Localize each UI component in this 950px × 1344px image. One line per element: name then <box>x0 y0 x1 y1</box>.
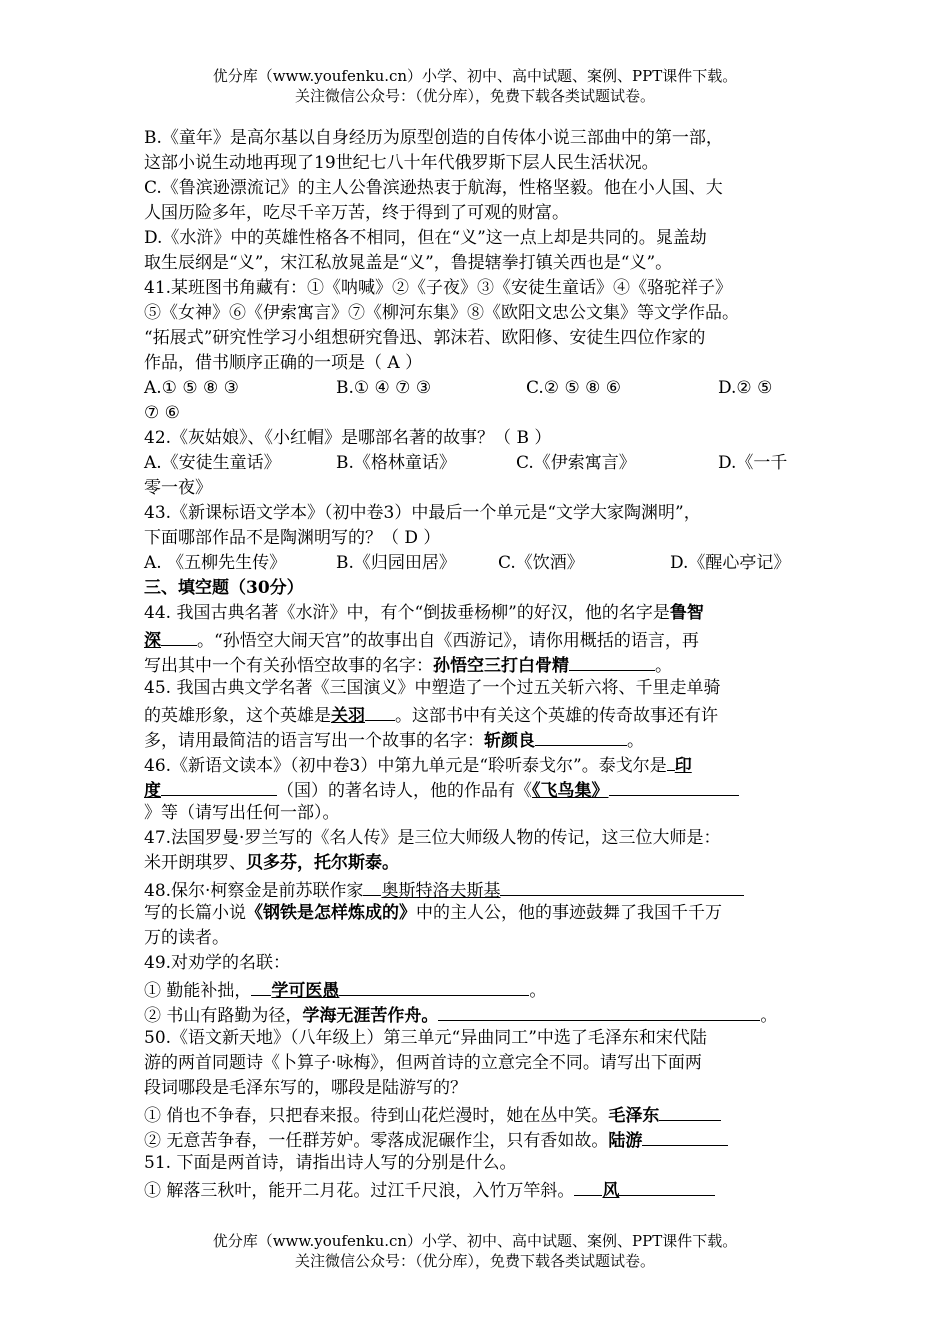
q42-option-d: D.《一千 <box>718 453 788 473</box>
q43-options <box>144 551 806 576</box>
q40-option-b-line1: B.《童年》是高尔基以自身经历为原型创造的自传体小说三部曲中的第一部， <box>144 128 723 148</box>
q41-option-d-cont: ⑦ ⑥ <box>144 403 180 423</box>
q49-text-a: ① 勤能补拙， <box>144 981 252 1001</box>
q46-answer1-part2: 度 <box>144 781 161 801</box>
q46-line2 <box>144 776 806 801</box>
q51-line1: 51. 下面是两首诗，请指出诗人写的分别是什么。 <box>144 1153 517 1173</box>
q46-line1 <box>144 751 806 776</box>
q49-blank-2 <box>438 1001 760 1021</box>
q46-text-a: 46.《新语文读本》（初中卷3）中第九单元是“聆听泰戈尔”。泰戈尔是 <box>144 756 667 776</box>
q49-answer2: 学海无涯苦作舟。 <box>302 1006 439 1026</box>
page-header <box>0 66 950 106</box>
q44-line3 <box>144 651 806 676</box>
q48-text-a: 48.保尔·柯察金是前苏联作家 <box>144 881 364 901</box>
q50-blank-2 <box>642 1126 728 1146</box>
q49-line3 <box>144 1001 806 1026</box>
q49-answer1: 学可医愚 <box>271 981 340 1001</box>
q42-option-a: A.《安徒生童话》 <box>144 453 281 473</box>
q44-answer1-part2: 深 <box>144 631 161 651</box>
q48-line3: 万的读者。 <box>144 928 229 948</box>
q46-answer1-part1: 印 <box>674 756 692 776</box>
q48-line2 <box>144 901 806 926</box>
q41-line2: ⑤《女神》⑥《伊索寓言》⑦《柳河东集》⑧《欧阳文忠公文集》等文学作品。 <box>144 303 739 323</box>
q46-answer2: 《飞鸟集》 <box>532 781 609 801</box>
q50-blank-1 <box>659 1101 721 1121</box>
q48-answer1: 奥斯特洛夫斯基 <box>381 881 501 901</box>
footer-line-1: 优分库（www.youfenku.cn）小学、初中、高中试题、案例、PPT课件下载。 <box>212 1232 738 1250</box>
q40-option-d-line1: D.《水浒》中的英雄性格各不相同，但在“义”这一点上却是共同的。晁盖劫 <box>144 228 707 248</box>
q40-option-b-line2: 这部小说生动地再现了19世纪七八十年代俄罗斯下层人民生活状况。 <box>144 153 659 173</box>
q41-line1: 41.某班图书角藏有：①《呐喊》②《子夜》③《安徒生童话》④《骆驼祥子》 <box>144 278 733 298</box>
q49-line2 <box>144 976 806 1001</box>
q41-line4: 作品，借书顺序正确的一项是（ A ） <box>144 353 423 373</box>
q50-line3: 段词哪段是毛泽东写的，哪段是陆游写的？ <box>144 1078 467 1098</box>
q42-option-b: B.《格林童话》 <box>336 453 456 473</box>
q50-answer2: 陆游 <box>608 1131 643 1151</box>
q44-answer2: 孙悟空三打白骨精 <box>433 656 569 676</box>
q50-answer1: 毛泽东 <box>608 1106 660 1126</box>
q45-text-a: 的英雄形象，这个英雄是 <box>144 706 331 726</box>
q51-line2 <box>144 1176 806 1201</box>
q50-text-b: ② 无意苦争春，一任群芳妒。零落成泥碾作尘，只有香如故。 <box>144 1131 609 1151</box>
q50-line4 <box>144 1101 806 1126</box>
q44-text-b: 。“孙悟空大闹天宫”的故事出自《西游记》，请你用概括的语言，再 <box>197 631 699 651</box>
q42-options <box>144 451 806 476</box>
q50-line1: 50.《语文新天地》（八年级上）第三单元“异曲同工”中选了毛泽东和宋代陆 <box>144 1028 707 1048</box>
q43-option-a: A. 《五柳先生传》 <box>144 553 287 573</box>
q50-line2: 游的两首同题诗《卜算子·咏梅》，但两首诗的立意完全不同。请写出下面两 <box>144 1053 702 1073</box>
header-line-1: 优分库（www.youfenku.cn）小学、初中、高中试题、案例、PPT课件下载。 <box>212 67 738 85</box>
q45-answer2: 斩颜良 <box>484 731 535 751</box>
q41-option-d: D.② ⑤ <box>718 378 773 398</box>
q45-text-c: 多，请用最简洁的语言写出一个故事的名字： <box>144 731 484 751</box>
q43-option-c: C.《饮酒》 <box>498 553 584 573</box>
q44-blank-2 <box>569 651 655 671</box>
header-line-2: 关注微信公众号：（优分库），免费下载各类试题试卷。 <box>294 87 655 105</box>
q44-line1 <box>144 601 806 626</box>
q45-blank-2 <box>535 726 627 746</box>
q48-text-c: 中的主人公，他的事迹鼓舞了我国千千万 <box>416 903 722 923</box>
q47-text-a: 米开朗琪罗、 <box>144 853 246 873</box>
q51-answer: 风 <box>602 1181 620 1201</box>
q45-line2 <box>144 701 806 726</box>
q44-text-c: 写出其中一个有关孙悟空故事的名字： <box>144 656 433 676</box>
q41-option-c: C.② ⑤ ⑧ ⑥ <box>526 378 621 398</box>
document-body <box>144 126 806 1201</box>
q47-answer: 贝多芬，托尔斯泰。 <box>246 853 399 873</box>
q44-line2 <box>144 626 806 651</box>
q49-line1: 49.对劝学的名联： <box>144 953 291 973</box>
q43-option-b: B.《归园田居》 <box>336 553 456 573</box>
q45-blank-1 <box>365 701 395 721</box>
q50-line5 <box>144 1126 806 1151</box>
q45-end: 。 <box>627 731 644 751</box>
q46-line3: 》等（请写出任何一部）。 <box>144 803 340 823</box>
q42-option-d-cont: 零一夜》 <box>144 478 212 498</box>
q43-option-d: D.《醒心亭记》 <box>670 553 791 573</box>
q46-text-b: （国）的著名诗人，他的作品有《 <box>277 781 532 801</box>
q47-line1: 47.法国罗曼·罗兰写的《名人传》是三位大师级人物的传记，这三位大师是： <box>144 828 721 848</box>
q45-line1: 45. 我国古典文学名著《三国演义》中塑造了一个过五关斩六将、千里走单骑 <box>144 678 721 698</box>
q44-end: 。 <box>655 656 672 676</box>
q43-line2: 下面哪部作品不是陶渊明写的？（ D ） <box>144 528 441 548</box>
q50-text-a: ① 俏也不争春，只把春来报。待到山花烂漫时，她在丛中笑。 <box>144 1106 609 1126</box>
q44-answer1-part1: 鲁智 <box>669 603 704 623</box>
page-footer <box>0 1231 950 1271</box>
q48-line1 <box>144 876 806 901</box>
q40-option-c-line2: 人国历险多年，吃尽千辛万苦，终于得到了可观的财富。 <box>144 203 569 223</box>
q41-option-a: A.① ⑤ ⑧ ③ <box>144 378 239 398</box>
q40-option-d-line2: 取生辰纲是“义”，宋江私放晁盖是“义”，鲁提辖拳打镇关西也是“义”。 <box>144 253 673 273</box>
q49-end1: 。 <box>529 981 547 1001</box>
q40-option-c-line1: C.《鲁滨逊漂流记》的主人公鲁滨逊热衷于航海，性格坚毅。他在小人国、大 <box>144 178 723 198</box>
q45-answer1: 关羽 <box>331 706 365 726</box>
q48-blank-1 <box>500 876 744 896</box>
q42-option-c: C.《伊索寓言》 <box>516 453 636 473</box>
q51-text-a: ① 解落三秋叶，能开二月花。过江千尺浪，入竹万竿斜。 <box>144 1181 575 1201</box>
q48-text-b: 写的长篇小说 <box>144 903 246 923</box>
q51-blank-1 <box>619 1176 715 1196</box>
q45-text-b: 。这部书中有关这个英雄的传奇故事还有许 <box>395 706 718 726</box>
q49-blank-1 <box>339 976 529 996</box>
footer-line-2: 关注微信公众号：（优分库），免费下载各类试题试卷。 <box>294 1252 655 1270</box>
q44-text-a: 44. 我国古典名著《水浒》中，有个“倒拔垂杨柳”的好汉，他的名字是 <box>144 603 670 623</box>
q47-line2 <box>144 851 806 876</box>
section-heading-fill-in: 三、填空题（30分） <box>144 578 304 598</box>
q49-text-b: ② 书山有路勤为径， <box>144 1006 303 1026</box>
q44-blank-1 <box>161 626 197 646</box>
q41-options <box>144 376 806 401</box>
q45-line3 <box>144 726 806 751</box>
q49-end2: 。 <box>760 1006 778 1026</box>
q41-line3: “拓展式”研究性学习小组想研究鲁迅、郭沫若、欧阳修、安徒生四位作家的 <box>144 328 706 348</box>
q43-line1: 43.《新课标语文学本》（初中卷3）中最后一个单元是“文学大家陶渊明”， <box>144 503 701 523</box>
q41-option-b: B.① ④ ⑦ ③ <box>336 378 432 398</box>
q46-blank-1 <box>161 776 277 796</box>
q46-blank-2 <box>609 776 739 796</box>
q42-line1: 42.《灰姑娘》、《小红帽》是哪部名著的故事？（ B ） <box>144 428 552 448</box>
q48-answer2: 《钢铁是怎样炼成的》 <box>246 903 416 923</box>
